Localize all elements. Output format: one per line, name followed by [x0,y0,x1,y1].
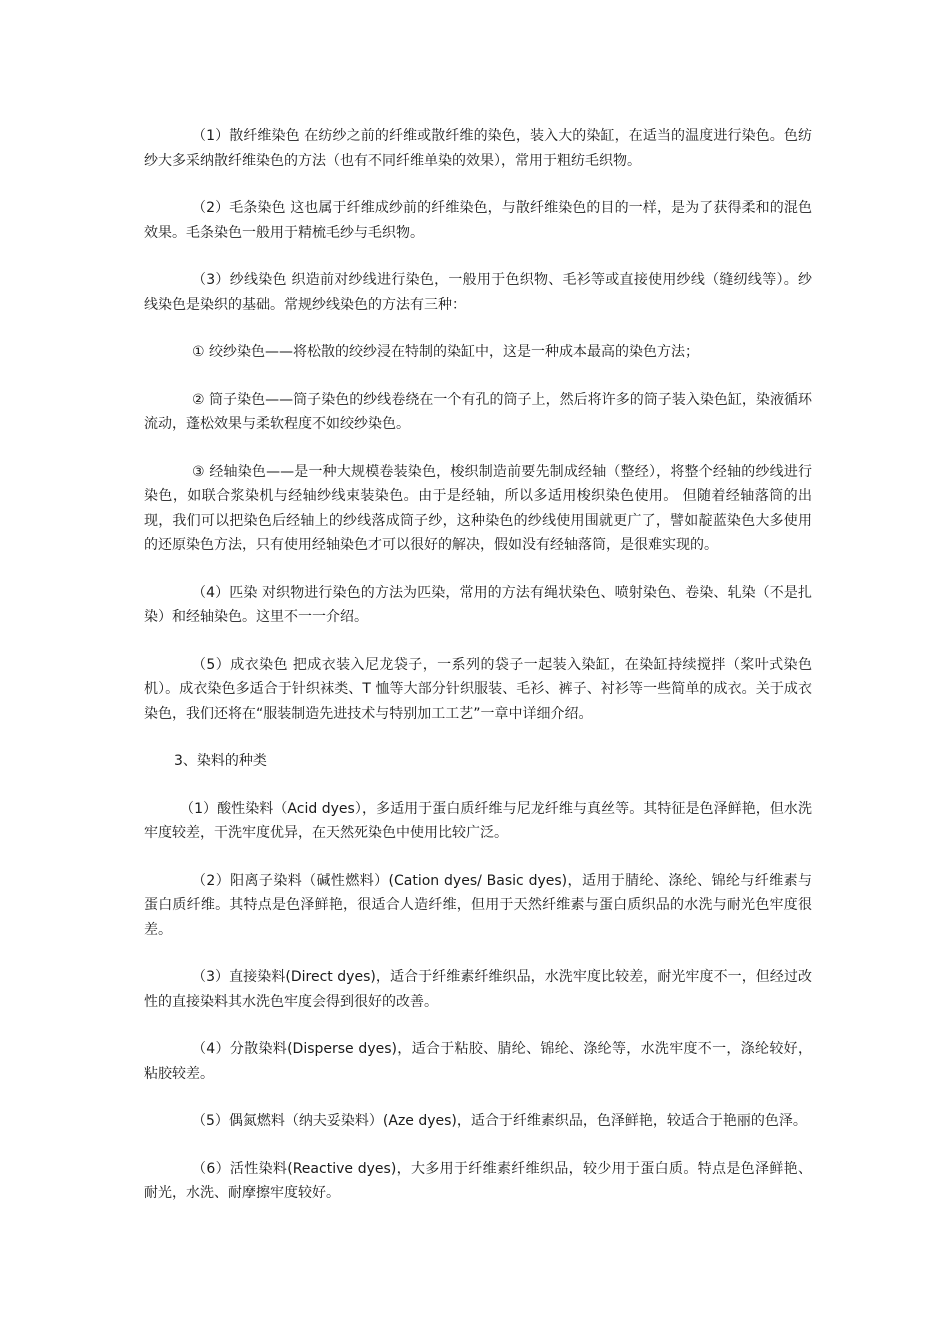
paragraph-disperse-dyes: （4）分散染料(Disperse dyes)，适合于粘胶、腈纶、锦纶、涤纶等，水洗牢度不一，涤纶较好，粘胶较差。 [144,1041,812,1082]
paragraph-hank-dyeing: ① 绞纱染色——将松散的绞纱浸在特制的染缸中，这是一种成本最高的染色方法； [192,344,699,360]
paragraph-garment-dyeing: （5）成衣染色 把成衣装入尼龙袋子，一系列的袋子一起装入染缸，在染缸持续搅拌（桨叶式染色机）。成衣染色多适合于针织袜类、T 恤等大部分针织服装、毛衫、裤子、衬衫等一些简单的成衣。关于成衣染色，我们还将在“服装制造先进技术与特别加工工艺”一章中详细介绍。 [144,656,812,722]
paragraph-top-dyeing: （2）毛条染色 这也属于纤维成纱前的纤维染色，与散纤维染色的目的一样，是为了获得柔和的混色效果。毛条染色一般用于精梳毛纱与毛织物。 [144,200,812,241]
paragraph-direct-dyes: （3）直接染料(Direct dyes)，适合于纤维素纤维织品，水洗牢度比较差，耐光牢度不一，但经过改性的直接染料其水洗色牢度会得到很好的改善。 [144,969,812,1010]
section-heading-dye-types: 3、染料的种类 [174,753,267,769]
paragraph-beam-dyeing: ③ 经轴染色——是一种大规模卷装染色，梭织制造前要先制成经轴（整经），将整个经轴的纱线进行染色，如联合浆染机与经轴纱线束装染色。由于是经轴，所以多适用梭织染色使用。 但随着经轴落筒的出现，我们可以把染色后经轴上的纱线落成筒子纱，这种染色的纱线使用围就更广了，譬如靛蓝染色大多使用的还原染色方法，只有使用经轴染色才可以很好的解决，假如没有经轴落筒，是很难实现的。 [144,463,812,553]
paragraph-yarn-dyeing: （3）纱线染色 织造前对纱线进行染色，一般用于色织物、毛衫等或直接使用纱线（缝纫线等）。纱线染色是染织的基础。常规纱线染色的方法有三种： [144,272,812,313]
paragraph-acid-dyes: （1）酸性染料（Acid dyes），多适用于蛋白质纤维与尼龙纤维与真丝等。其特征是色泽鲜艳，但水洗牢度较差，干洗牢度优异，在天然死染色中使用比较广泛。 [144,800,812,841]
paragraph-azo-dyes: （5）偶氮燃料（纳夫妥染料）(Aze dyes)，适合于纤维素织品，色泽鲜艳，较适合于艳丽的色泽。 [192,1113,807,1129]
paragraph-loose-fiber-dyeing: （1）散纤维染色 在纺纱之前的纤维或散纤维的染色，装入大的染缸，在适当的温度进行染色。色纺纱大多采纳散纤维染色的方法（也有不同纤维单染的效果），常用于粗纺毛织物。 [144,128,812,169]
paragraph-cation-dyes: （2）阳离子染料（碱性燃料）(Cation dyes/ Basic dyes)，适用于腈纶、涤纶、锦纶与纤维素与蛋白质纤维。其特点是色泽鲜艳，很适合人造纤维，但用于天然纤维素与蛋白质织品的水洗与耐光色牢度很差。 [144,872,812,938]
paragraph-package-dyeing: ② 筒子染色——筒子染色的纱线卷绕在一个有孔的筒子上，然后将许多的筒子装入染色缸，染液循环流动，蓬松效果与柔软程度不如绞纱染色。 [144,391,812,432]
document-body [144,124,812,1229]
paragraph-piece-dyeing: （4）匹染 对织物进行染色的方法为匹染，常用的方法有绳状染色、喷射染色、卷染、轧染（不是扎染）和经轴染色。这里不一一介绍。 [144,584,812,625]
paragraph-reactive-dyes: （6）活性染料(Reactive dyes)，大多用于纤维素纤维织品，较少用于蛋白质。特点是色泽鲜艳、耐光，水洗、耐摩擦牢度较好。 [144,1160,812,1201]
